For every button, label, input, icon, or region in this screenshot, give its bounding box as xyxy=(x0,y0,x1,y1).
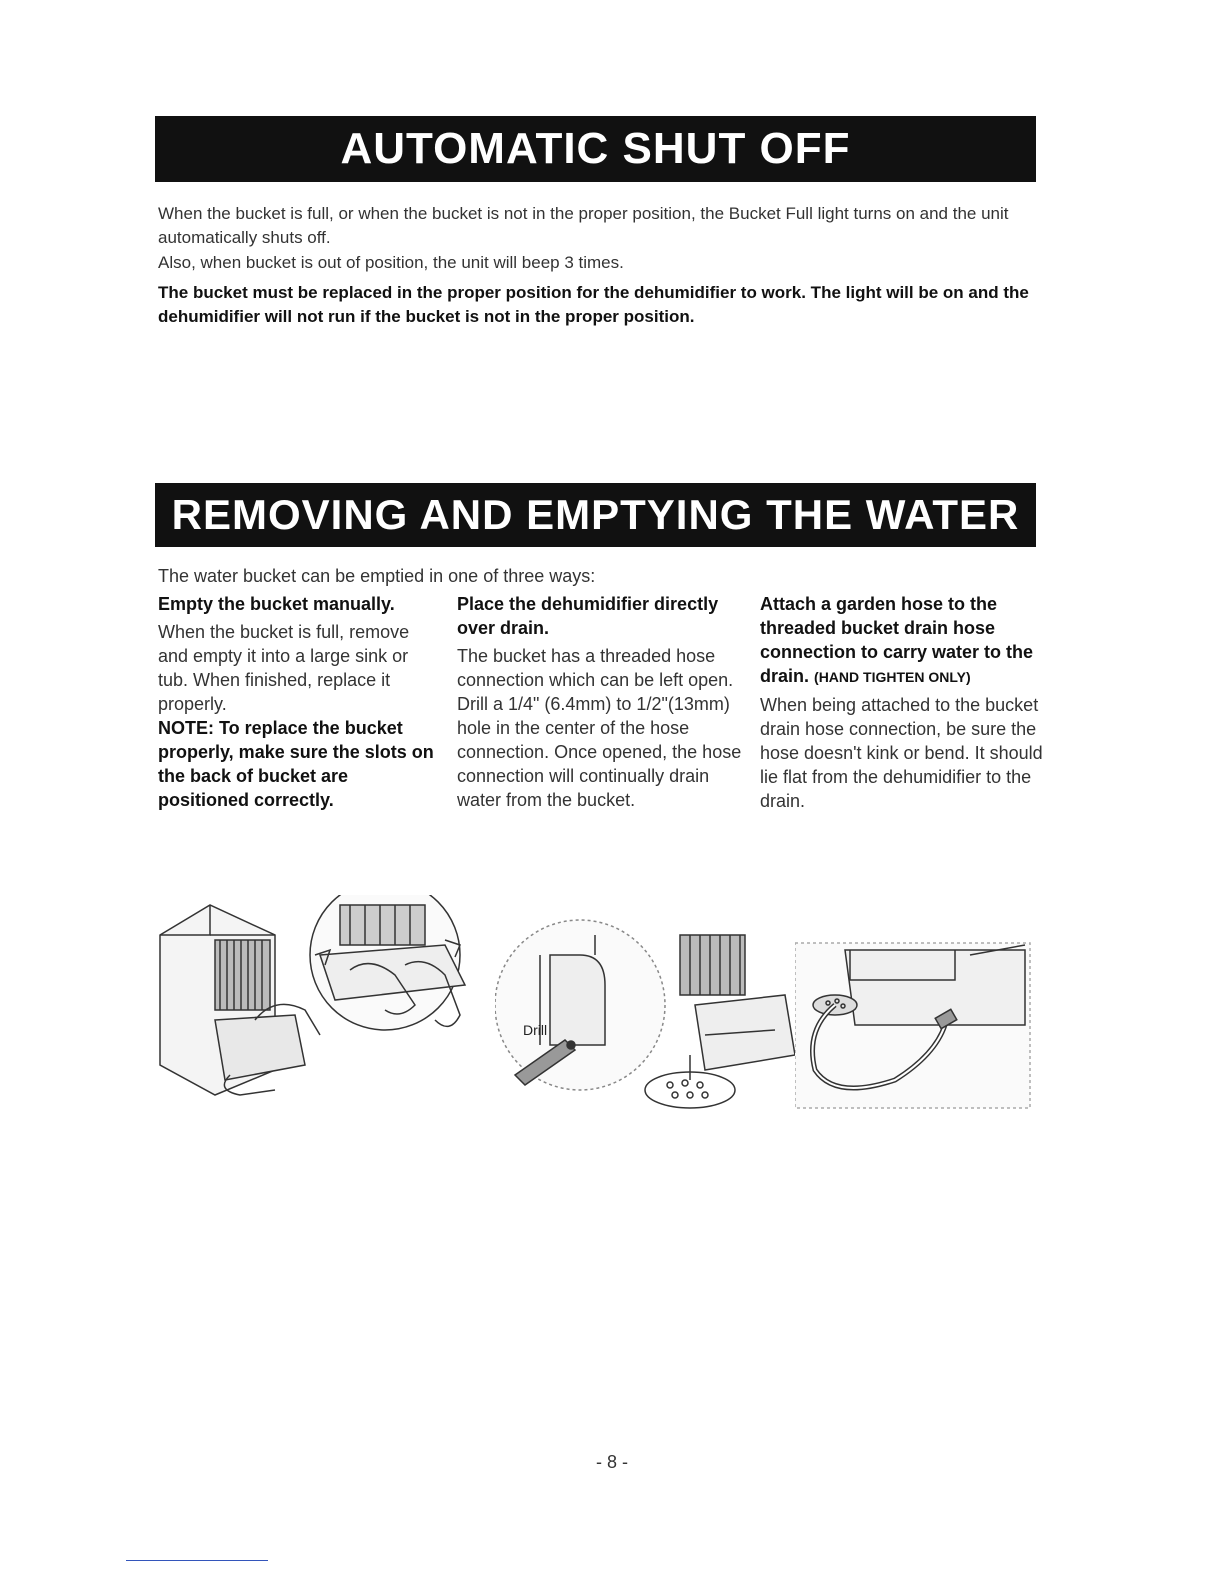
column-2-heading: Place the dehumidifier directly over drain. xyxy=(457,594,719,638)
column-over-drain xyxy=(457,592,747,812)
column-3-heading xyxy=(760,592,1045,689)
column-empty-manually xyxy=(158,592,443,812)
column-garden-hose xyxy=(760,592,1045,813)
column-2-body: The bucket has a threaded hose connection which can be left open. Drill a 1/4" (6.4mm) to 1/2"(13mm) hole in the center of the hose connection. Once opened, the hose connection will continually drain water from the bucket. xyxy=(457,646,742,810)
column-3-body: When being attached to the bucket drain hose connection, be sure the hose doesn't kink or bend. It should lie flat from the dehumidifier to the drain. xyxy=(760,695,1043,811)
emptying-intro: The water bucket can be emptied in one of three ways: xyxy=(158,566,596,586)
shut-off-paragraph-2: Also, when bucket is out of position, the unit will beep 3 times. xyxy=(158,253,624,272)
shut-off-warning: The bucket must be replaced in the proper position for the dehumidifier to work. The light will be on and the dehumidifier will not run if the bucket is not in the proper position. xyxy=(158,283,1029,326)
column-1-heading: Empty the bucket manually. xyxy=(158,594,395,614)
hand-tighten-note: (HAND TIGHTEN ONLY) xyxy=(814,669,971,685)
automatic-shut-off-heading: AUTOMATIC SHUT OFF xyxy=(155,116,1036,182)
column-3-heading-text: Attach a garden hose to the threaded bucket drain hose connection to carry water to the drain. xyxy=(760,594,1034,686)
drill-label: Drill xyxy=(523,1022,548,1038)
column-1-body: When the bucket is full, remove and empty it into a large sink or tub. When finished, replace it properly. xyxy=(158,622,410,714)
column-1-note: NOTE: To replace the bucket properly, make sure the slots on the back of bucket are positioned correctly. xyxy=(158,718,434,810)
garden-hose-illustration xyxy=(795,895,1035,1110)
drill-drain-illustration xyxy=(495,895,795,1110)
page-number: - 8 - xyxy=(595,1452,628,1472)
footer-rule xyxy=(126,1560,268,1561)
shut-off-paragraph-1: When the bucket is full, or when the bucket is not in the proper position, the Bucket Full light turns on and the unit automatically shuts off. xyxy=(158,204,1009,247)
remove-bucket-illustration xyxy=(155,895,495,1110)
removing-bucket-heading: REMOVING AND EMPTYING THE WATER BUCKET xyxy=(155,483,1036,547)
